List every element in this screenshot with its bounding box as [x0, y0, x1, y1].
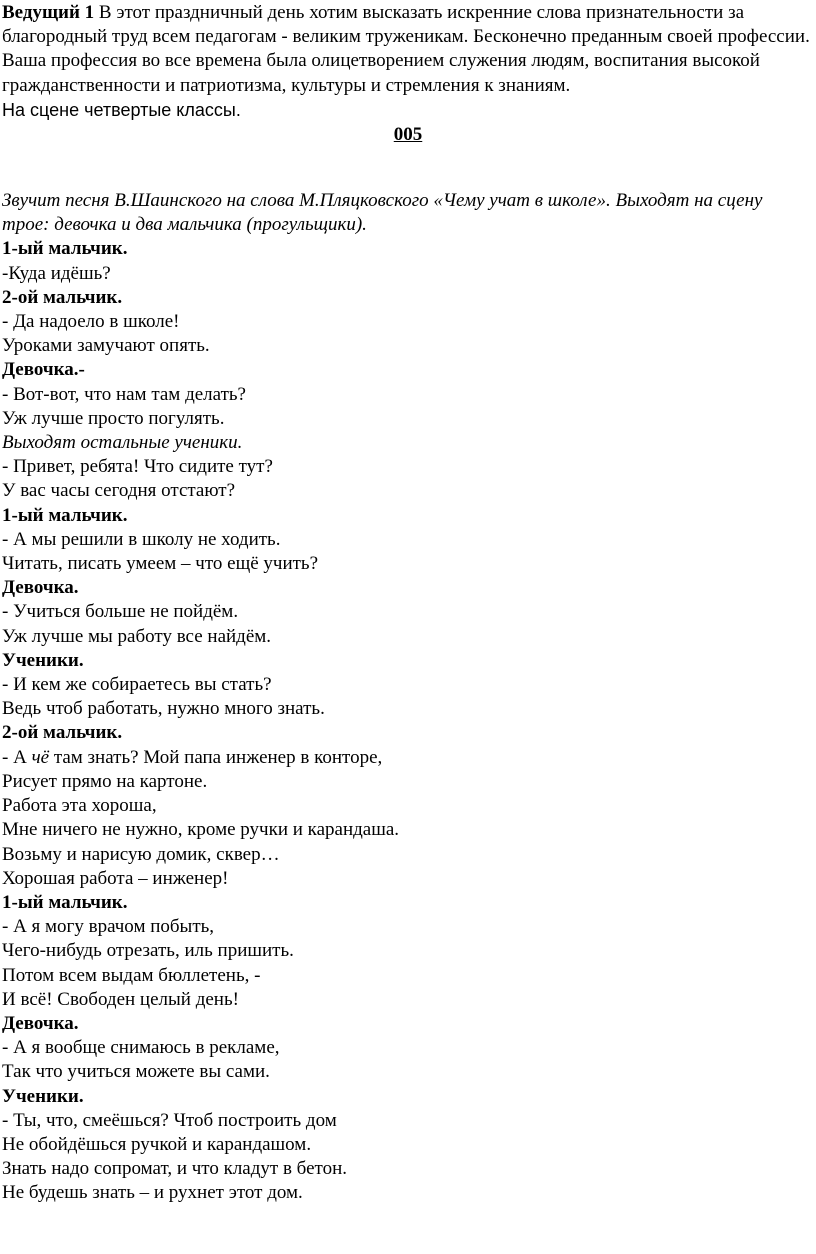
- dialogue-line: - А я могу врачом побыть,: [2, 916, 215, 938]
- intro-speaker: Ведущий 1: [2, 2, 95, 23]
- dialogue-line: Уроками замучают опять.: [2, 335, 210, 357]
- dialogue-line: Так что учиться можете вы сами.: [2, 1061, 270, 1083]
- dialogue-line: Чего-нибудь отрезать, иль пришить.: [2, 940, 294, 962]
- dialogue-line: - И кем же собираетесь вы стать?: [2, 674, 272, 696]
- stage-direction: Звучит песня В.Шаинского на слова М.Пляцковского «Чему учат в школе». Выходят на сцену трое: девочка и два мальчика (прогульщики).: [2, 190, 763, 236]
- dialogue-line: - Учиться больше не пойдём.: [2, 601, 239, 623]
- intro-text: В этот праздничный день хотим высказать искренние слова признательности за благородный труд всем педагогам - великим труженикам. Бесконечно преданным своей профессии. Ваша профессия во все времена была олицетворением служения людям, воспитания высокой гражданственности и патриотизма, культуры и стремления к знаниям.: [2, 2, 810, 96]
- dialogue-line: Уж лучше просто погулять.: [2, 407, 225, 429]
- stage-direction-line: Выходят остальные ученики.: [2, 432, 243, 454]
- dialogue-line: -Куда идёшь?: [2, 262, 111, 284]
- dialogue-line: Хорошая работа – инженер!: [2, 867, 229, 889]
- speaker-label: 2-ой мальчик.: [2, 722, 123, 744]
- dialogue-line: Читать, писать умеем – что ещё учить?: [2, 553, 319, 575]
- dialogue-line: - Вот-вот, что нам там делать?: [2, 383, 246, 405]
- speaker-label: Девочка.: [2, 1012, 79, 1034]
- speaker-label: 1-ый мальчик.: [2, 238, 128, 260]
- dialogue-line: Работа эта хороша,: [2, 795, 157, 817]
- dialogue-line: Мне ничего не нужно, кроме ручки и карандаша.: [2, 819, 400, 841]
- dialogue-line: - Да надоело в школе!: [2, 311, 180, 333]
- dialogue-line: Не обойдёшься ручкой и карандашом.: [2, 1133, 312, 1155]
- dialogue-line: Не будешь знать – и рухнет этот дом.: [2, 1182, 303, 1204]
- dialogue-line: И всё! Свободен целый день!: [2, 988, 239, 1010]
- dialogue-line: Знать надо сопромат, и что кладут в бетон.: [2, 1158, 347, 1180]
- speaker-label: Ученики.: [2, 649, 84, 671]
- speaker-label: Девочка.: [2, 577, 79, 599]
- performance-number: 005: [393, 124, 423, 146]
- dialogue-line: - Ты, что, смеёшься? Чтоб построить дом: [2, 1109, 337, 1131]
- dialogue-line: Потом всем выдам бюллетень, -: [2, 964, 261, 986]
- dialogue-line: - А я вообще снимаюсь в рекламе,: [2, 1037, 280, 1059]
- dialogue-line: Ведь чтоб работать, нужно много знать.: [2, 698, 325, 720]
- speaker-label: Девочка.-: [2, 359, 85, 381]
- speaker-label: 1-ый мальчик.: [2, 891, 128, 913]
- speaker-label: 2-ой мальчик.: [2, 286, 123, 308]
- on-stage-note: На сцене четвертые классы.: [2, 99, 241, 120]
- intro-paragraph: [2, 0, 814, 98]
- script-body: [2, 237, 814, 1205]
- dialogue-line: - А мы решили в школу не ходить.: [2, 528, 281, 550]
- dialogue-line: Возьму и нарисую домик, сквер…: [2, 843, 280, 865]
- dialogue-line: - А чё там знать? Мой папа инженер в конторе,: [2, 746, 383, 768]
- dialogue-line: Рисует прямо на картоне.: [2, 770, 208, 792]
- speaker-label: 1-ый мальчик.: [2, 504, 128, 526]
- speaker-label: Ученики.: [2, 1085, 84, 1107]
- dialogue-line: У вас часы сегодня отстают?: [2, 480, 236, 502]
- dialogue-line: - Привет, ребята! Что сидите тут?: [2, 456, 273, 478]
- dialogue-line: Уж лучше мы работу все найдём.: [2, 625, 272, 647]
